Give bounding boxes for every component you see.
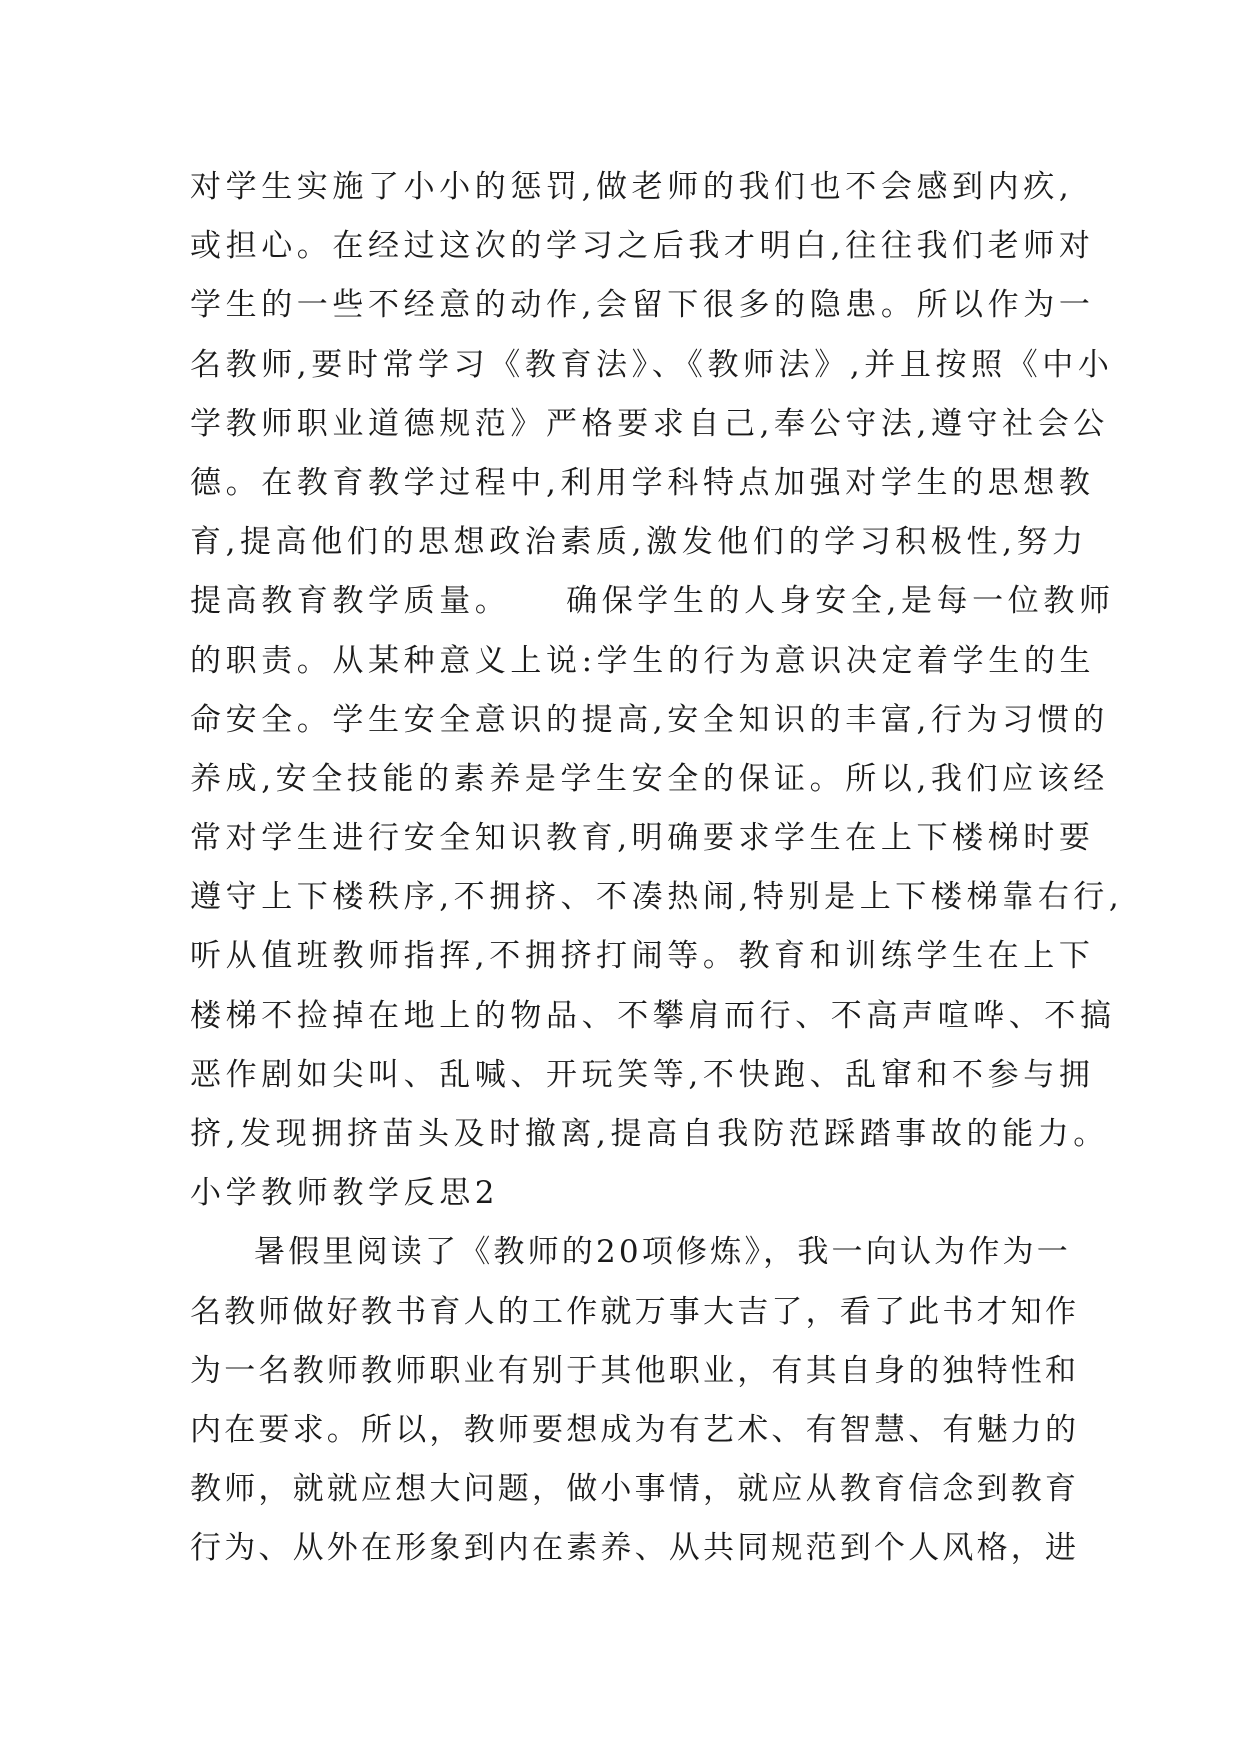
paragraph-line: 育,提高他们的思想政治素质,激发他们的学习积极性,努力: [190, 524, 1088, 561]
paragraph-line: 挤,发现拥挤苗头及时撤离,提高自我防范踩踏事故的能力。: [190, 1116, 1109, 1152]
paragraph-line: 对学生实施了小小的惩罚,做老师的我们也不会感到内疚,: [190, 169, 1074, 205]
paragraph-line: 恶作剧如尖叫、乱喊、开玩笑等,不快跑、乱窜和不参与拥: [190, 1056, 1095, 1093]
paragraph-line: 为一名教师教师职业有别于其他职业，有其自身的独特性和: [190, 1352, 1080, 1389]
paragraph-line: 常对学生进行安全知识教育,明确要求学生在上下楼梯时要: [190, 820, 1095, 857]
paragraph-line: 德。在教育教学过程中,利用学科特点加强对学生的思想教: [190, 464, 1095, 501]
paragraph-line: 或担心。在经过这次的学习之后我才明白,往往我们老师对: [190, 228, 1095, 265]
paragraph-line: 提高教育教学质量。 确保学生的人身安全,是每一位教师: [190, 583, 1115, 620]
paragraph-line: 的职责。从某种意义上说:学生的行为意识决定着学生的生: [190, 642, 1096, 679]
paragraph-line: 名教师做好教书育人的工作就万事大吉了，看了此书才知作: [190, 1293, 1080, 1330]
paragraph-line: 学教师职业道德规范》严格要求自己,奉公守法,遵守社会公: [190, 405, 1109, 442]
paragraph-line: 名教师,要时常学习《教育法》、《教师法》,并且按照《中小: [190, 346, 1114, 383]
paragraph-line: 行为、从外在形象到内在素养、从共同规范到个人风格，进: [190, 1530, 1080, 1567]
paragraph-line: 遵守上下楼秩序,不拥挤、不凑热闹,特别是上下楼梯靠右行,: [190, 879, 1124, 916]
paragraph-line: 养成,安全技能的素养是学生安全的保证。所以,我们应该经: [190, 760, 1109, 797]
paragraph-line: 内在要求。所以，教师要想成为有艺术、有智慧、有魅力的: [190, 1411, 1080, 1448]
section-title: 小学教师教学反思2: [190, 1175, 500, 1212]
paragraph-line: 听从值班教师指挥,不拥挤打闹等。教育和训练学生在上下: [190, 938, 1095, 975]
paragraph-line: 暑假里阅读了《教师的20项修炼》，我一向认为作为一: [254, 1234, 1071, 1271]
paragraph-line: 楼梯不捡掉在地上的物品、不攀肩而行、不高声喧哗、不搞: [190, 997, 1116, 1034]
paragraph-line: 学生的一些不经意的动作,会留下很多的隐患。所以作为一: [190, 287, 1095, 324]
paragraph-line: 教师，就就应想大问题，做小事情，就应从教育信念到教育: [190, 1471, 1080, 1508]
document-body: [190, 158, 1124, 1579]
paragraph-line: 命安全。学生安全意识的提高,安全知识的丰富,行为习惯的: [190, 701, 1109, 738]
